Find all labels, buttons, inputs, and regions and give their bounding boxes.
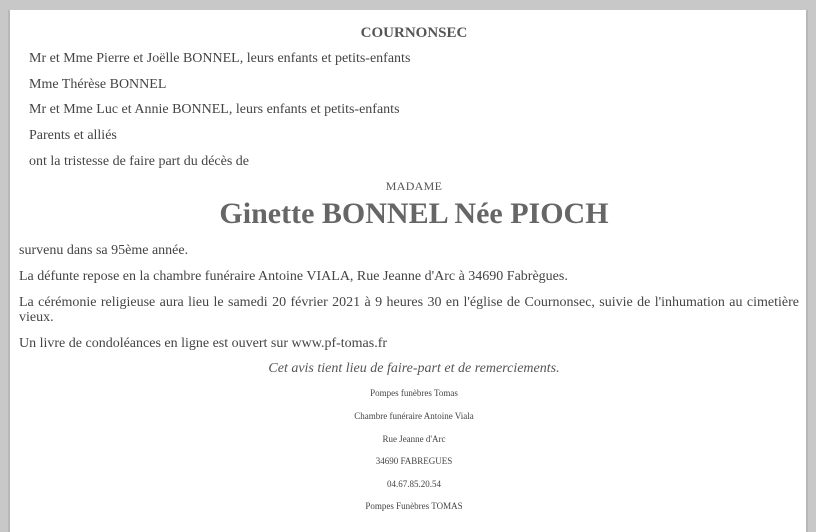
family-line: Mr et Mme Pierre et Joëlle BONNEL, leurs enfants et petits-enfants — [29, 51, 411, 66]
family-line: Parents et alliés — [29, 128, 117, 143]
condolences-paragraph: Un livre de condoléances en ligne est ouvert sur www.pf-tomas.fr — [19, 336, 388, 351]
rest-paragraph: La défunte repose en la chambre funéraire Antoine VIALA, Rue Jeanne d'Arc à 34690 Fabrègues. — [19, 269, 568, 284]
town-heading: COURNONSEC — [360, 25, 468, 41]
family-line: Mr et Mme Luc et Annie BONNEL, leurs enfants et petits-enfants — [29, 102, 400, 117]
ceremony-paragraph: La cérémonie religieuse aura lieu le samedi 20 février 2021 à 9 heures 30 en l'église de Cournonsec, suivie de l'inhumation au cimetière vieux. — [19, 295, 799, 325]
age-paragraph: survenu dans sa 95ème année. — [19, 243, 189, 258]
family-line: Mme Thérèse BONNEL — [29, 77, 167, 92]
deceased-name: Ginette BONNEL Née PIOCH — [219, 197, 609, 230]
footer-line: Pompes funèbres Tomas — [370, 388, 458, 398]
footer-line: 04.67.85.20.54 — [387, 479, 441, 489]
footer-line: Rue Jeanne d'Arc — [382, 434, 446, 444]
footer-line: 34690 FABREGUES — [375, 456, 453, 466]
honorific: MADAME — [385, 179, 443, 193]
family-line: ont la tristesse de faire part du décès de — [29, 154, 250, 169]
footer-line: Pompes Funèbres TOMAS — [365, 501, 463, 511]
footer-line: Chambre funéraire Antoine Viala — [354, 411, 474, 421]
obituary-notice — [8, 10, 808, 532]
thanks-note: Cet avis tient lieu de faire-part et de remerciements. — [268, 361, 560, 376]
